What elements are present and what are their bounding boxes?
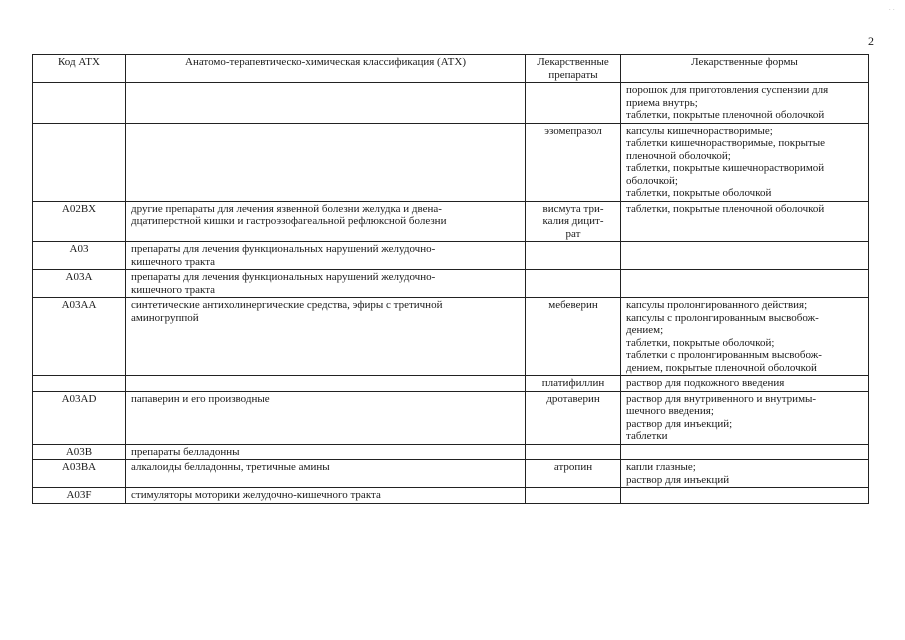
table-row: [33, 444, 869, 460]
table-row: [33, 83, 869, 124]
table-row: [33, 123, 869, 201]
dosage-form-cell: [621, 444, 869, 460]
dosage-form-cell: [621, 270, 869, 298]
table-row: [33, 391, 869, 444]
drug-cell: [526, 242, 621, 270]
classification-cell: [126, 83, 526, 124]
classification-cell: другие препараты для лечения язвенной болезни желудка и двена- дцатиперстной кишки и гастроэзофагеальной рефлюксной болезни: [126, 201, 526, 242]
classification-cell: препараты для лечения функциональных нарушений желудочно- кишечного тракта: [126, 270, 526, 298]
classification-cell: папаверин и его производные: [126, 391, 526, 444]
atx-code-cell: A02BX: [33, 201, 126, 242]
table-row: [33, 376, 869, 392]
atx-code-cell: [33, 123, 126, 201]
classification-cell: [126, 123, 526, 201]
dosage-form-cell: капли глазные; раствор для инъекций: [621, 460, 869, 488]
drug-cell: [526, 444, 621, 460]
atx-code-cell: A03F: [33, 488, 126, 504]
header-dosage-forms: Лекарственные формы: [621, 55, 869, 83]
atx-drug-table: [32, 54, 869, 504]
table-header-row: [33, 55, 869, 83]
atx-code-cell: A03AD: [33, 391, 126, 444]
table-row: [33, 242, 869, 270]
dosage-form-cell: капсулы кишечнорастворимые; таблетки кишечнорастворимые, покрытые пленочной оболочкой; таблетки, покрытые кишечнорастворимой оболочкой; таблетки, покрытые оболочкой: [621, 123, 869, 201]
header-classification: Анатомо-терапевтическо-химическая классификация (АТХ): [126, 55, 526, 83]
classification-cell: стимуляторы моторики желудочно-кишечного тракта: [126, 488, 526, 504]
drug-cell: эзомепразол: [526, 123, 621, 201]
dosage-form-cell: раствор для подкожного введения: [621, 376, 869, 392]
drug-cell: [526, 270, 621, 298]
classification-cell: [126, 376, 526, 392]
drug-cell: висмута три- калия дицит- рат: [526, 201, 621, 242]
atx-code-cell: A03B: [33, 444, 126, 460]
table-row: [33, 201, 869, 242]
dosage-form-cell: [621, 242, 869, 270]
atx-code-cell: [33, 376, 126, 392]
atx-code-cell: A03AA: [33, 298, 126, 376]
classification-cell: препараты для лечения функциональных нарушений желудочно- кишечного тракта: [126, 242, 526, 270]
page-number: 2: [868, 34, 874, 48]
atx-code-cell: A03A: [33, 270, 126, 298]
dosage-form-cell: таблетки, покрытые пленочной оболочкой: [621, 201, 869, 242]
drug-cell: [526, 488, 621, 504]
dosage-form-cell: [621, 488, 869, 504]
drug-cell: [526, 83, 621, 124]
table-row: [33, 298, 869, 376]
drug-cell: мебеверин: [526, 298, 621, 376]
drug-cell: платифиллин: [526, 376, 621, 392]
table-row: [33, 270, 869, 298]
classification-cell: алкалоиды белладонны, третичные амины: [126, 460, 526, 488]
header-atx-code: Код АТХ: [33, 55, 126, 83]
drug-cell: атропин: [526, 460, 621, 488]
dosage-form-cell: порошок для приготовления суспензии для приема внутрь; таблетки, покрытые пленочной оболочкой: [621, 83, 869, 124]
scan-corner-mark: · ·: [888, 6, 895, 14]
header-drugs: Лекарственные препараты: [526, 55, 621, 83]
table-row: [33, 488, 869, 504]
atx-code-cell: [33, 83, 126, 124]
table-row: [33, 460, 869, 488]
drug-cell: дротаверин: [526, 391, 621, 444]
classification-cell: синтетические антихолинергические средства, эфиры с третичной аминогруппой: [126, 298, 526, 376]
dosage-form-cell: раствор для внутривенного и внутримы- шечного введения; раствор для инъекций; таблетки: [621, 391, 869, 444]
atx-code-cell: A03BA: [33, 460, 126, 488]
atx-code-cell: A03: [33, 242, 126, 270]
dosage-form-cell: капсулы пролонгированного действия; капсулы с пролонгированным высвобож- дением; таблетки, покрытые оболочкой; таблетки с пролонгированным высвобож- дением, покрытые пленочной оболочкой: [621, 298, 869, 376]
classification-cell: препараты белладонны: [126, 444, 526, 460]
